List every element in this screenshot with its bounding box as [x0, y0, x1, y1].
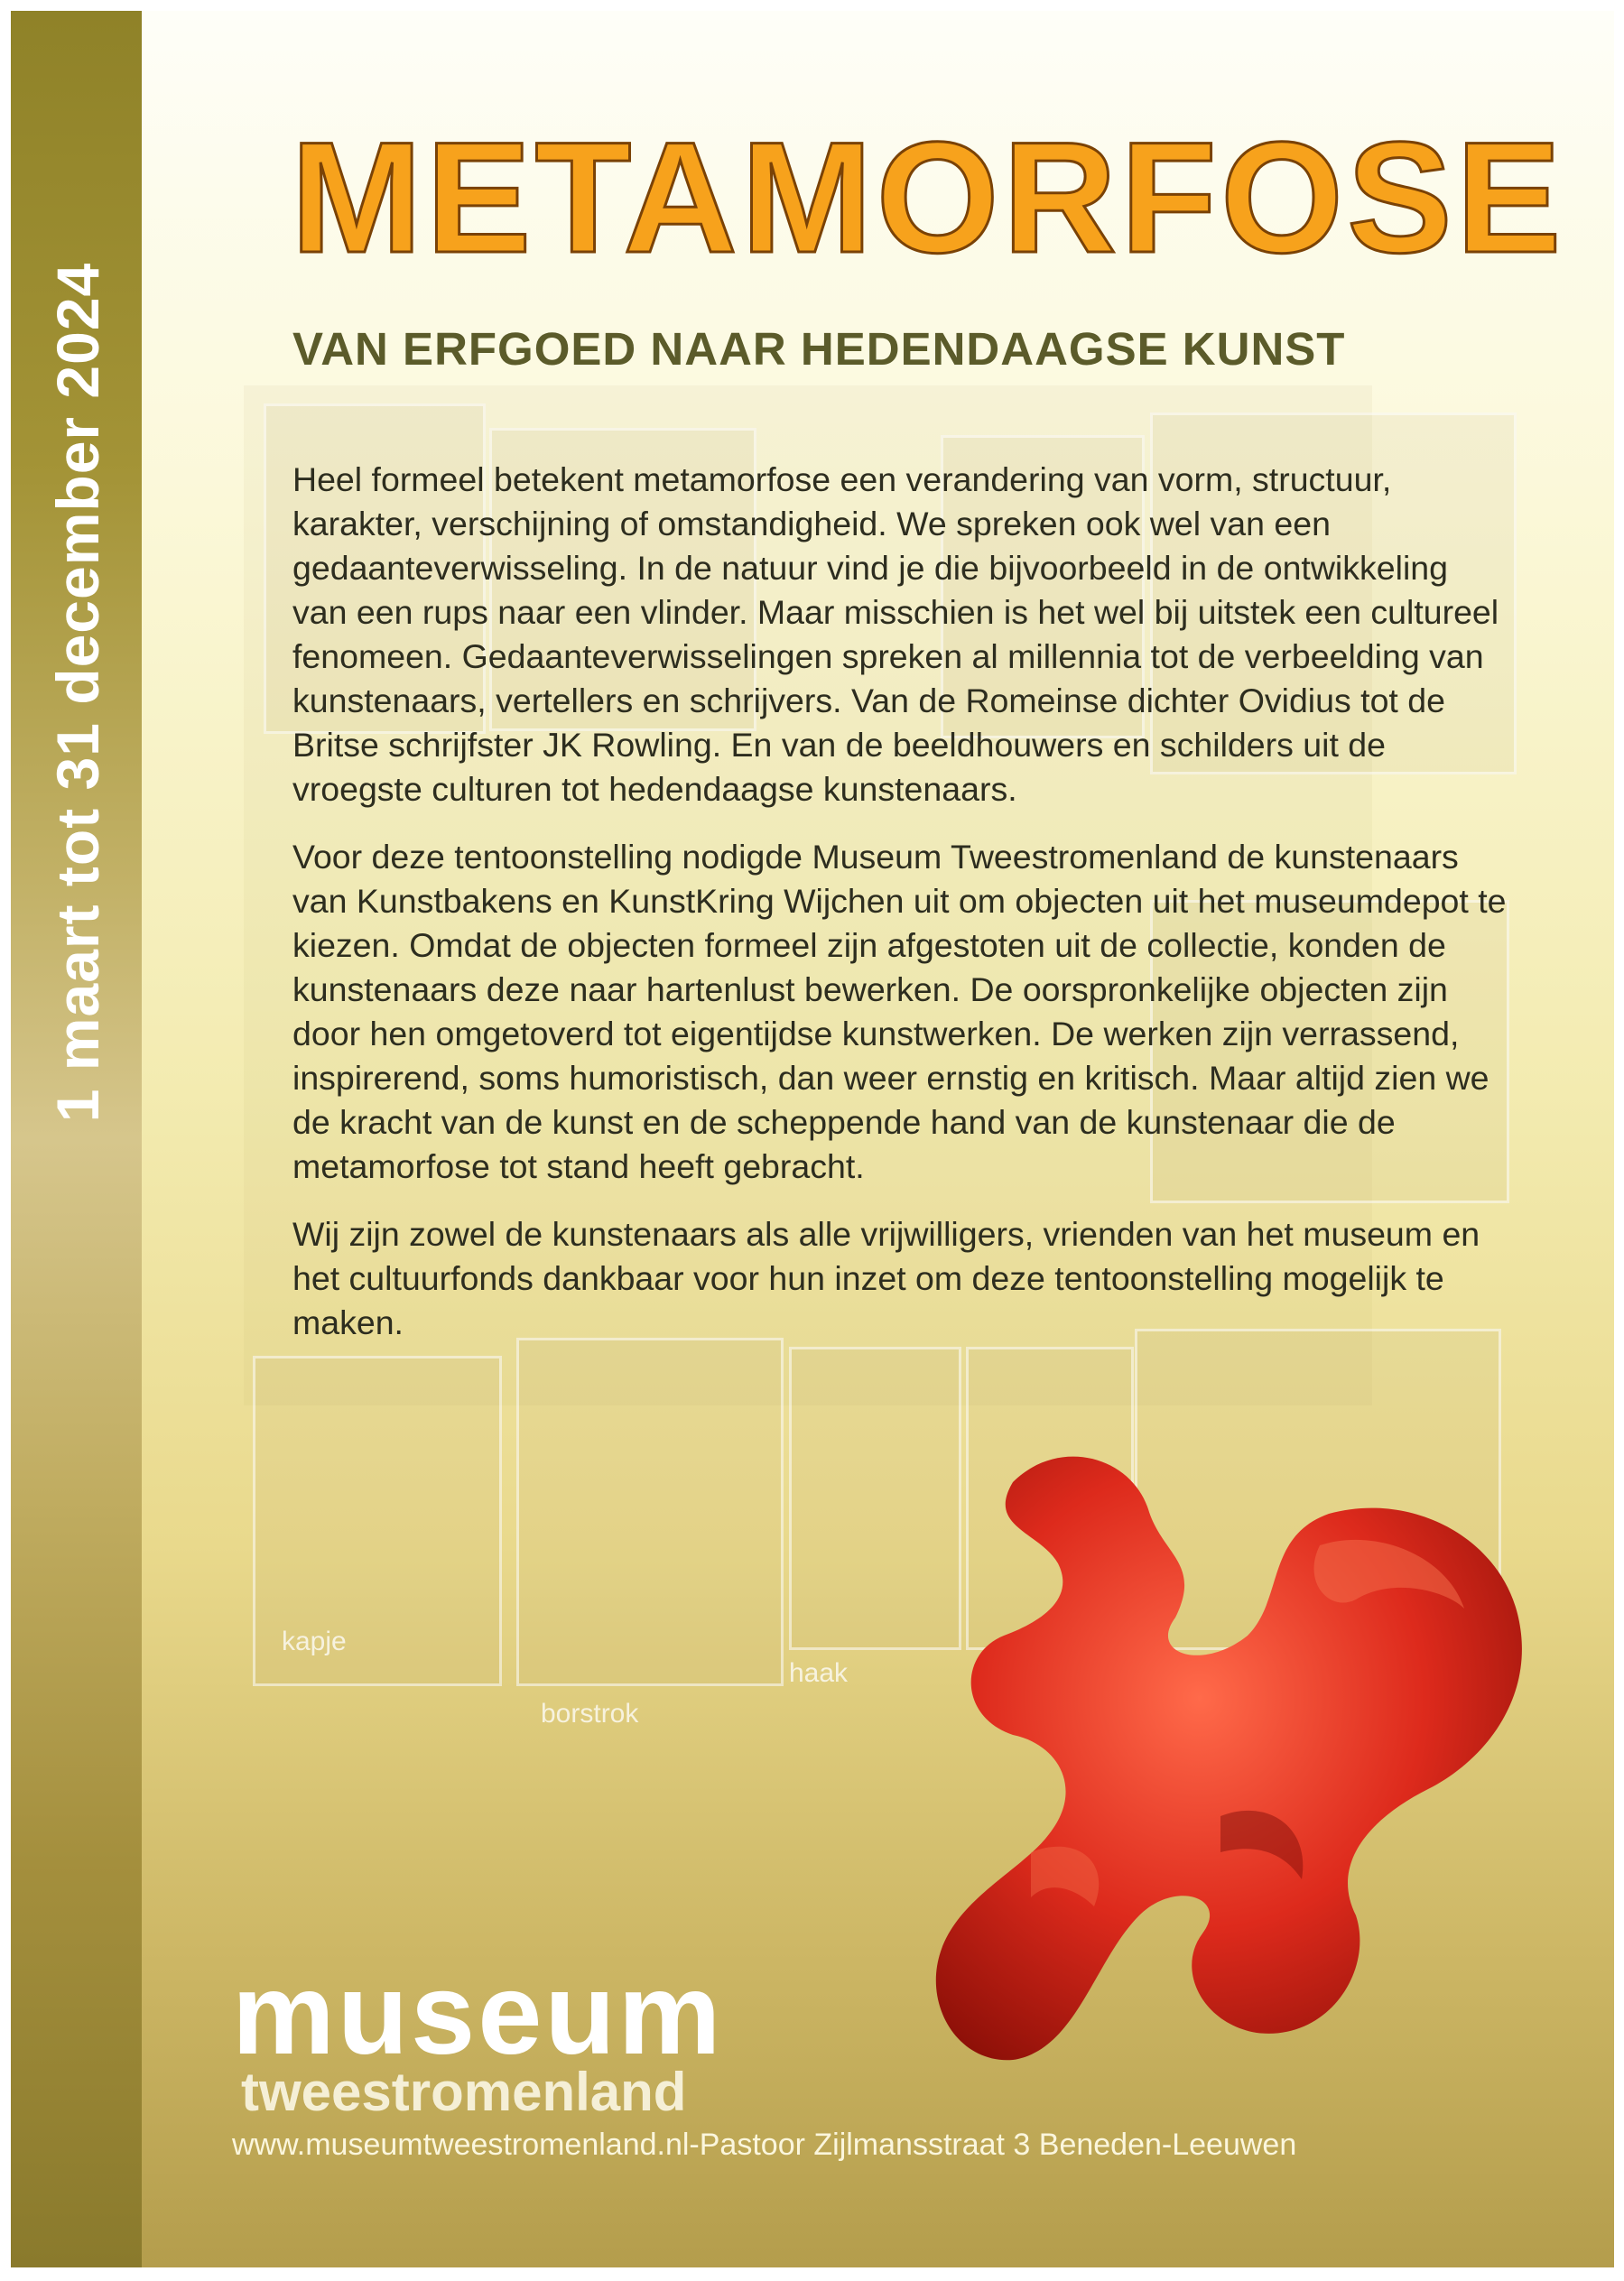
paragraph: Heel formeel betekent metamorfose een verandering van vorm, structuur, karakter, verschijning of omstandigheid. We spreken ook wel van een gedaanteverwisseling. In de natuur vind je die bijvoorbeeld in de ontwikkeling van een rups naar een vlinder. Maar misschien is het wel bij uitstek een cultureel fenomeen. Gedaanteverwisselingen spreken al millennia tot de verbeelding van kunstenaars, vertellers en schrijvers. Van de Romeinse dichter Ovidius tot de Britse schrijfster JK Rowling. En van de beeldhouwers en schilders uit de vroegste culturen tot hedendaagse kunstenaars.	[292, 460, 1499, 808]
poster	[11, 11, 1614, 2267]
red-sculpture-image	[905, 1428, 1536, 2078]
date-stripe	[11, 11, 142, 2267]
museum-logo	[232, 1950, 724, 2122]
paragraph: Wij zijn zowel de kunstenaars als alle vrijwilligers, vrienden van het museum en het cultuurfonds dankbaar voor hun inzet om deze tentoonstelling mogelijk te maken.	[292, 1215, 1480, 1341]
body-text	[292, 458, 1507, 1368]
collage-label: borstrok	[541, 1699, 639, 1729]
collage-label: haak	[789, 1658, 849, 1688]
date-range: 1 maart tot 31 december 2024	[44, 262, 111, 1123]
paragraph: Voor deze tentoonstelling nodigde Museum Tweestromenland de kunstenaars van Kunstbakens en KunstKring Wijchen uit om objecten uit het museumdepot te kiezen. Omdat de objecten formeel zijn afgestoten uit de collectie, konden de kunstenaars deze naar hartenlust bewerken. De oorspronkelijke objecten zijn door hen omgetoverd tot eigentijdse kunstwerken. De werken zijn verrassend, inspirerend, soms humoristisch, dan weer ernstig en kritisch. Maar altijd zien we de kracht van de kunst en de scheppende hand van de kunstenaar die de metamorfose tot stand heeft gebracht.	[292, 838, 1507, 1185]
poster-subtitle: VAN ERFGOED NAAR HEDENDAAGSE KUNST	[292, 323, 1346, 375]
collage-label: kapje	[282, 1627, 347, 1656]
logo-main-text: museum	[232, 1950, 724, 2079]
poster-title: METAMORFOSE	[291, 110, 1565, 286]
footer-address: www.museumtweestromenland.nl-Pastoor Zijlmansstraat 3 Beneden-Leeuwen	[232, 2128, 1297, 2162]
logo-sub-text: tweestromenland	[241, 2062, 687, 2122]
